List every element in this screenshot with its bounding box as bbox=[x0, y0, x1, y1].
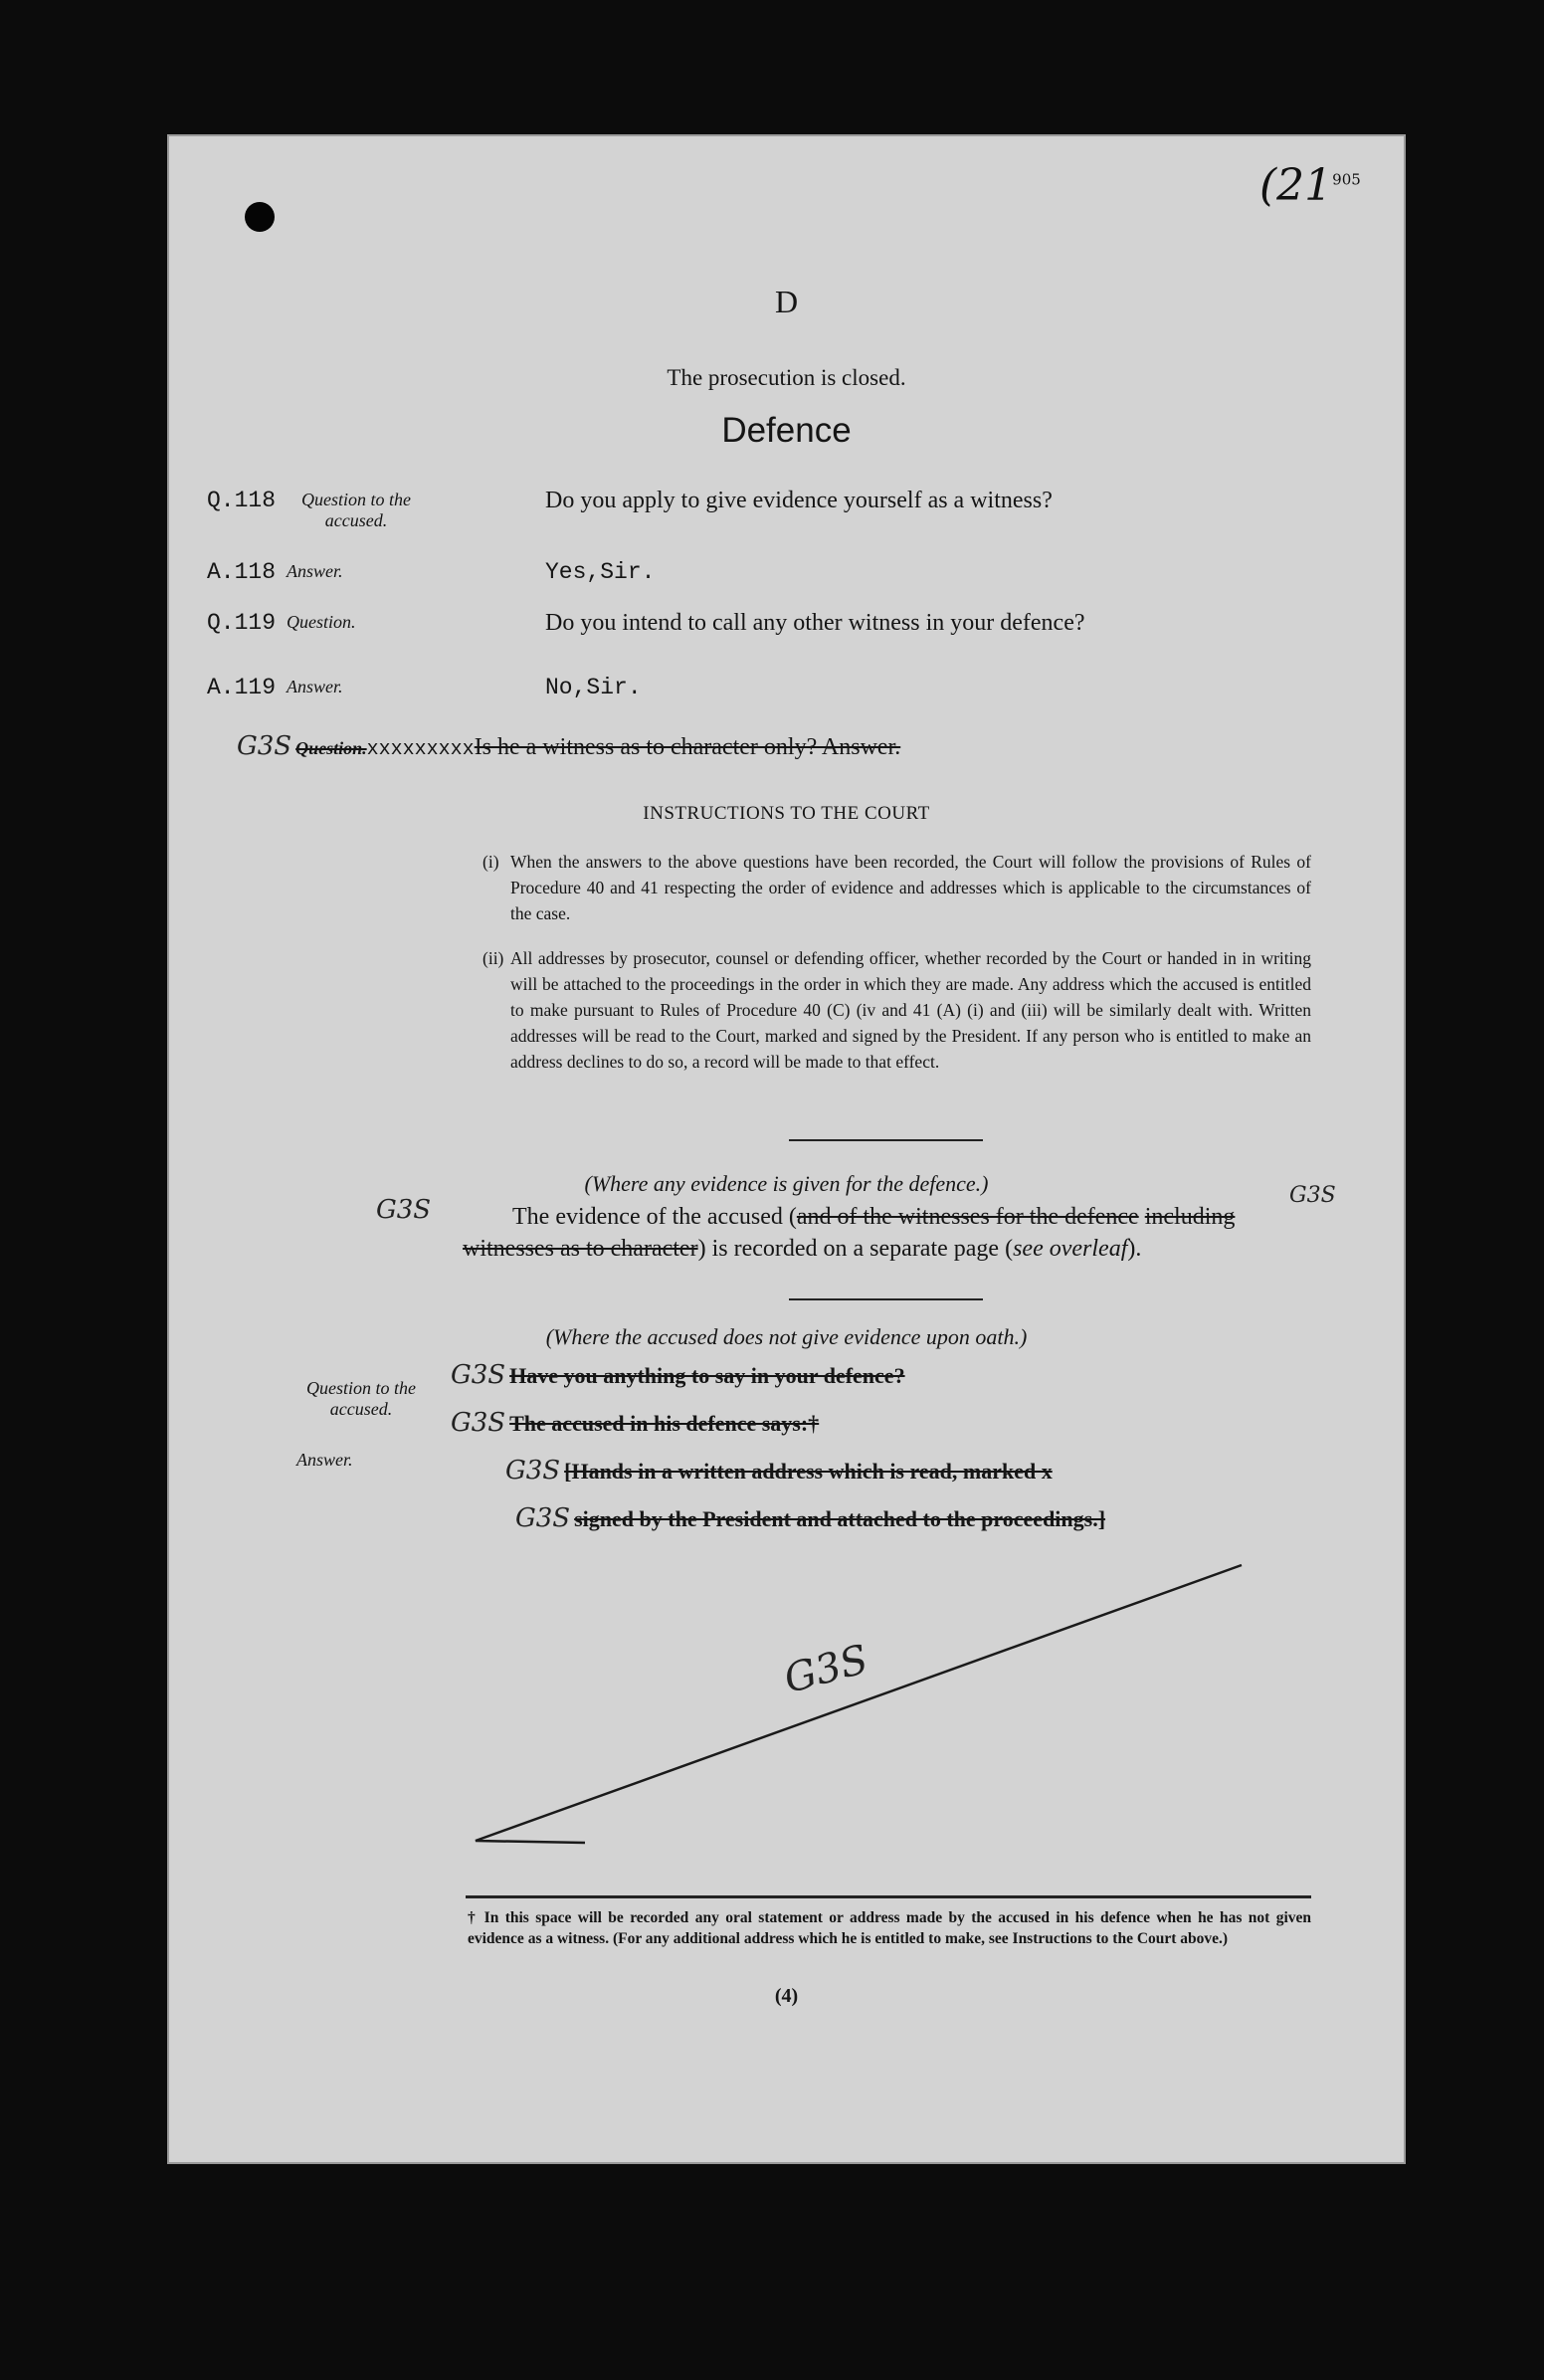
qa-label: Answer. bbox=[287, 677, 343, 696]
instruction-number: (ii) bbox=[482, 948, 504, 968]
defence-caption: (Where any evidence is given for the defence.) bbox=[584, 1171, 989, 1196]
struck-text: Have you anything to say in your defence? bbox=[509, 1363, 905, 1388]
signature-initials: G3S bbox=[779, 1636, 873, 1703]
qa-text: Do you apply to give evidence yourself as a witness? bbox=[545, 488, 1053, 513]
qa-label: Question. bbox=[287, 612, 356, 632]
prosecution-closed-text: The prosecution is closed. bbox=[667, 365, 906, 390]
no-oath-question-label: Question to the accused. bbox=[306, 1378, 416, 1419]
instruction-text: All addresses by prosecutor, counsel or defending officer, whether recorded by the Court or handed in in writing will be attached to the proceedings in the order in which they are made. Any address which the accused is entitled to make pursuant to Rules of Procedure 40 (C) (iv and 41 (A) (i) and (iii) will be similarly dealt with. Written addresses will be read to the Court, marked and signed by the President. If any person who is entitled to make an address declines to do so, a record will be made to that effect. bbox=[510, 948, 1311, 1072]
initials-left: G3S bbox=[376, 1195, 432, 1225]
qa-text: Yes,Sir. bbox=[545, 559, 656, 585]
no-oath-caption: (Where the accused does not give evidence upon oath.) bbox=[545, 1324, 1028, 1349]
qa-number: A.119 bbox=[207, 675, 277, 700]
statement-lead: The evidence of the accused ( bbox=[512, 1204, 797, 1230]
initials-mark: G3S bbox=[515, 1503, 571, 1533]
struck-question-text: Is he a witness as to character only? Answer. bbox=[474, 734, 901, 760]
statement-rest: ) is recorded on a separate page ( bbox=[697, 1236, 1014, 1262]
qa-number: A.118 bbox=[207, 559, 277, 585]
qa-number: Q.118 bbox=[207, 488, 277, 513]
struck-text: and of the witnesses for the defence bbox=[796, 1204, 1139, 1230]
initials-mark: G3S bbox=[451, 1408, 506, 1438]
qa-label: Question to the accused. bbox=[301, 490, 411, 530]
struck-text: including witnesses as to character bbox=[463, 1204, 1236, 1262]
page-number: (4) bbox=[774, 1985, 799, 2007]
initials-mark: G3S bbox=[237, 731, 292, 761]
qa-text: Do you intend to call any other witness in your defence? bbox=[545, 610, 1085, 636]
document-page bbox=[167, 134, 1406, 2164]
cancellation-line bbox=[167, 134, 1406, 2164]
initials-mark: G3S bbox=[505, 1456, 561, 1486]
folio-superscript: 905 bbox=[1332, 170, 1361, 189]
see-overleaf-text: see overleaf bbox=[1013, 1236, 1128, 1262]
struck-text: signed by the President and attached to the proceedings.] bbox=[574, 1506, 1106, 1531]
page-heading: Defence bbox=[721, 411, 852, 450]
struck-filler: xxxxxxxxx bbox=[366, 738, 475, 761]
struck-question-label: Question. bbox=[295, 738, 367, 758]
footnote: † In this space will be recorded any oral statement or address made by the accused in his defence when he has not given evidence as a witness. (For any additional address which he is entitled to make, see Instructions to the Court above.) bbox=[468, 1909, 1311, 1947]
no-oath-answer-label: Answer. bbox=[296, 1450, 353, 1470]
qa-number: Q.119 bbox=[207, 610, 277, 636]
struck-text: [Hands in a written address which is read, marked x bbox=[564, 1459, 1053, 1484]
instruction-number: (i) bbox=[482, 852, 499, 872]
folio-number-text: (21 bbox=[1259, 160, 1333, 211]
qa-label: Answer. bbox=[287, 561, 343, 581]
qa-text: No,Sir. bbox=[545, 675, 642, 700]
instructions-title: INSTRUCTIONS TO THE COURT bbox=[643, 803, 930, 824]
initials-mark: G3S bbox=[451, 1360, 506, 1390]
footnote-rule bbox=[466, 1895, 1311, 1898]
instruction-text: When the answers to the above questions have been recorded, the Court will follow the provisions of Rules of Procedure 40 and 41 respecting the order of evidence and addresses which is applicable to the circumstances of the case. bbox=[510, 852, 1311, 923]
page-letter: D bbox=[774, 284, 799, 319]
struck-text: The accused in his defence says:† bbox=[509, 1411, 820, 1436]
statement-end: ). bbox=[1127, 1236, 1142, 1262]
initials-right: G3S bbox=[1289, 1183, 1336, 1208]
